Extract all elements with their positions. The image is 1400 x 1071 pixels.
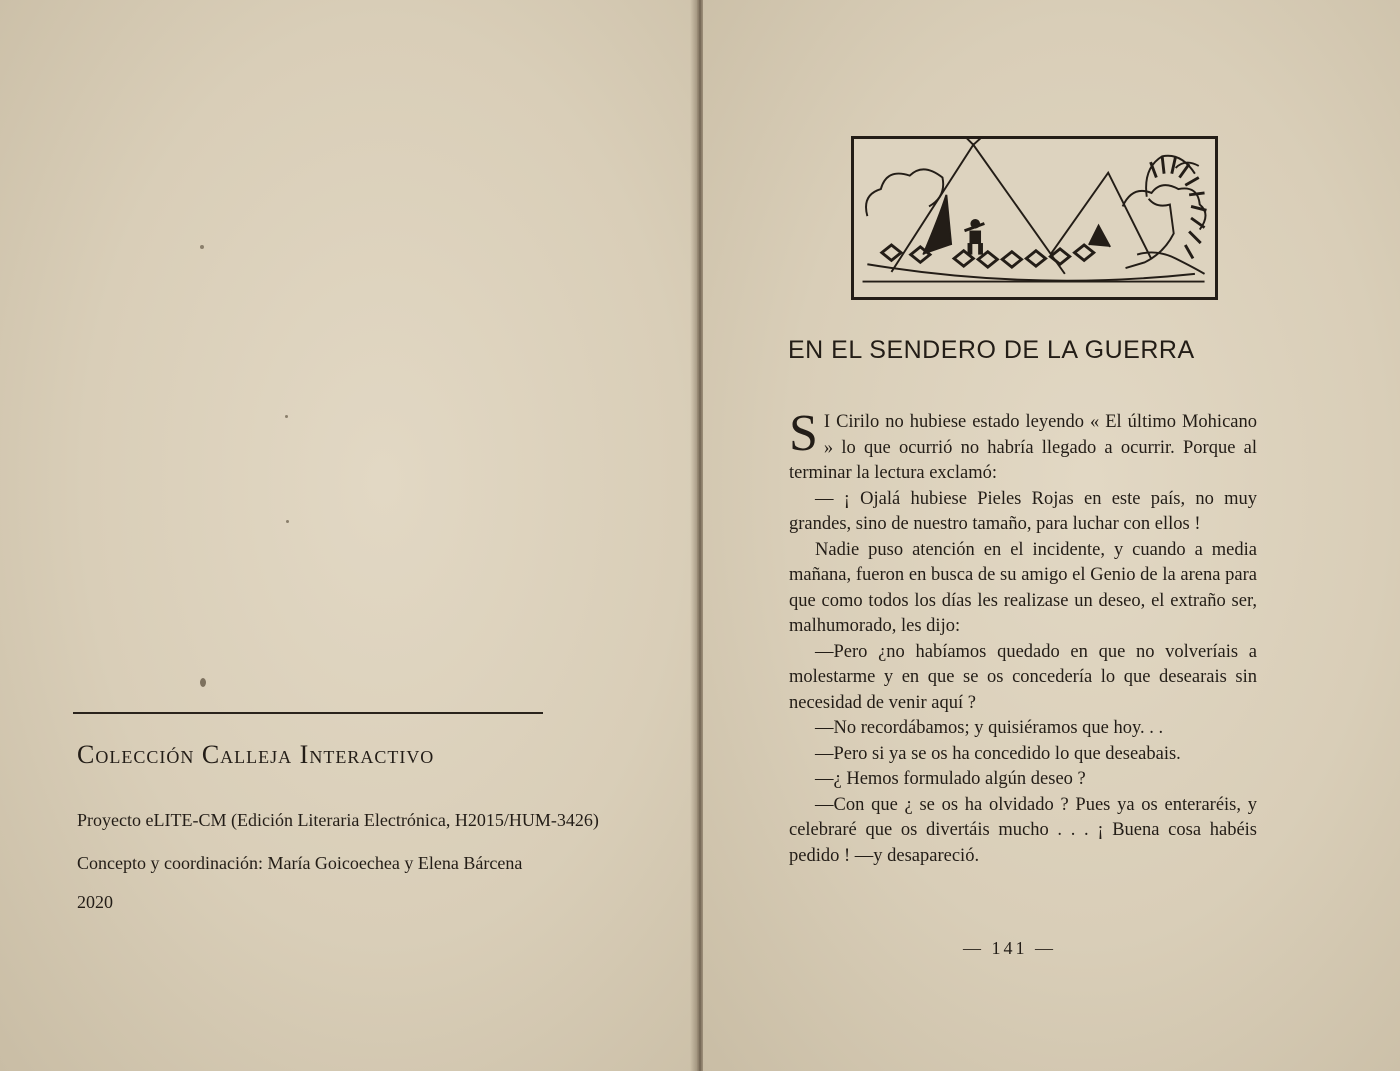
paper-speck	[286, 520, 289, 523]
paragraph: —No recordábamos; y quisiéramos que hoy. . .	[815, 718, 1164, 738]
paragraph: —Pero si ya se os ha concedido lo que deseabais.	[815, 743, 1181, 764]
paper-speck	[200, 678, 206, 687]
colophon-divider	[73, 712, 543, 714]
drop-cap: S	[789, 405, 818, 462]
paper-speck	[285, 415, 288, 418]
paragraph: — ¡ Ojalá hubiese Pieles Rojas en este país, no muy grandes, sino de nuestro tamaño, para luchar con ellos !	[789, 488, 1257, 534]
paragraph: —Con que ¿ se os ha olvidado ? Pues ya os enteraréis, y celebraré que os divertáis mucho . . . ¡ Buena cosa habéis pedido ! —y desapareció.	[789, 794, 1257, 866]
chapter-body	[789, 405, 1257, 869]
paragraph: —¿ Hemos formulado algún deseo ?	[815, 769, 1086, 789]
collection-title: Colección Calleja Interactivo	[77, 740, 435, 769]
credits-line: Concepto y coordinación: María Goicoechea y Elena Bárcena	[77, 853, 523, 873]
year-line: 2020	[77, 892, 113, 912]
paragraph-text: I Cirilo no hubiese estado leyendo « El último Mohicano » lo que ocurrió no habría llegado a ocurrir. Porque al terminar la lectura exclamó:	[789, 412, 1257, 483]
teepee-illustration-svg	[854, 139, 1215, 297]
paragraph: Nadie puso atención en el incidente, y cuando a media mañana, fueron en busca de su amigo el Genio de la arena para que como todos los días les realizase un deseo, el extraño ser, malhumorado, les dijo:	[789, 539, 1257, 636]
project-line: Proyecto eLITE-CM (Edición Literaria Electrónica, H2015/HUM-3426)	[77, 810, 599, 830]
paper-speck	[200, 245, 204, 249]
left-page	[0, 0, 697, 1071]
paragraph: —Pero ¿no habíamos quedado en que no volveríais a molestarme y en que se os concedería lo que desearais sin necesidad de venir aquí ?	[789, 641, 1257, 713]
teepee-camp-illustration-icon	[851, 136, 1218, 300]
paragraph	[789, 405, 1257, 487]
page-number: — 141 —	[963, 938, 1056, 958]
chapter-title: EN EL SENDERO DE LA GUERRA	[788, 336, 1195, 364]
right-page	[703, 0, 1400, 1071]
